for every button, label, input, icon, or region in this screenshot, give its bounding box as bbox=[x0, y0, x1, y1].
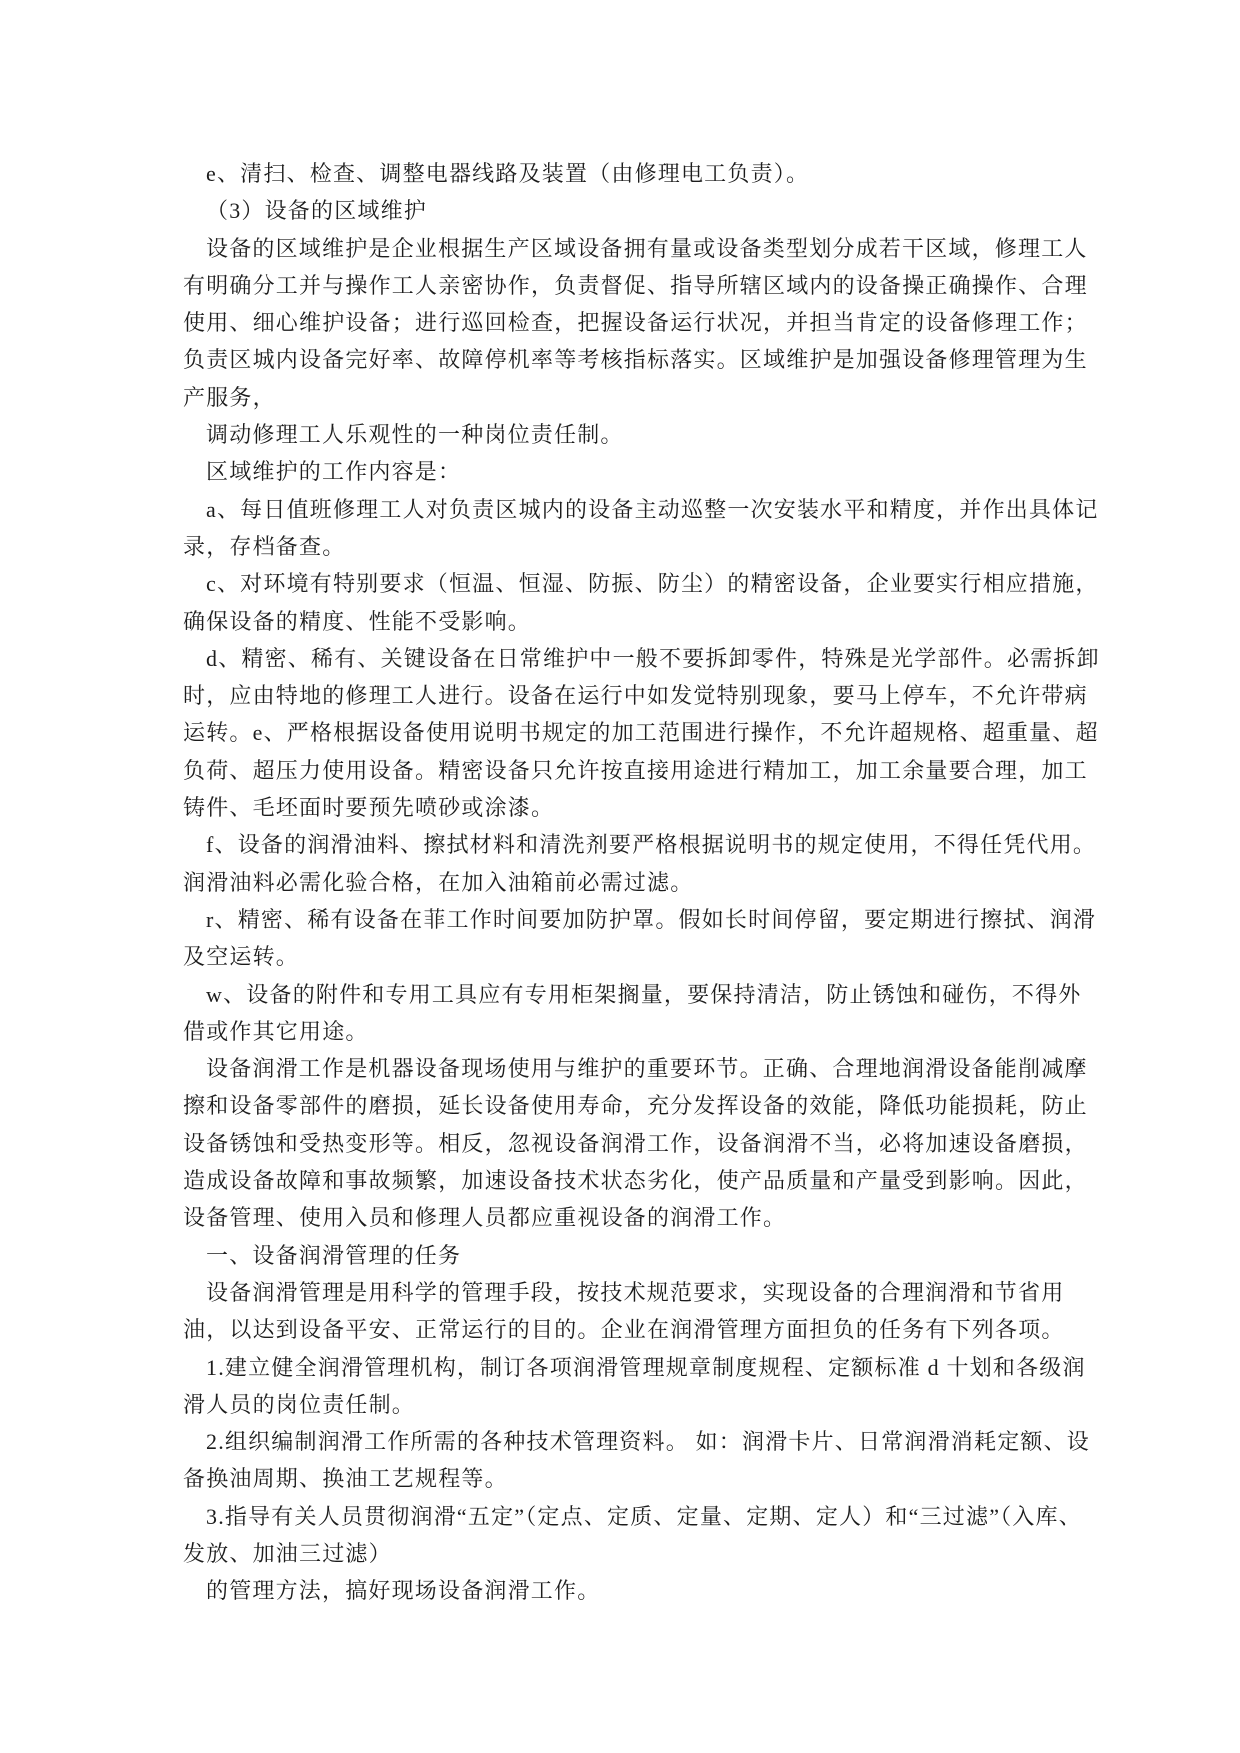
text-line: 润滑油料必需化验合格，在加入油箱前必需过滤。 bbox=[183, 869, 694, 895]
text-line: 确保设备的精度、性能不受影响。 bbox=[183, 608, 532, 634]
text-line: 备换油周期、换油工艺规程等。 bbox=[183, 1466, 508, 1492]
text-line: （3）设备的区域维护 bbox=[206, 198, 428, 224]
text-line: 及空运转。 bbox=[183, 944, 300, 970]
text-line: 负责区城内设备完好率、故障停机率等考核指标落实。区域维护是加强设备修理管理为生 bbox=[183, 347, 1088, 373]
text-line: 区域维护的工作内容是： bbox=[206, 459, 462, 485]
text-line: 录，存档备查。 bbox=[183, 533, 346, 559]
text-line: f、设备的润滑油料、擦拭材料和清洗剂要严格根据说明书的规定使用，不得任凭代用。 bbox=[206, 832, 1097, 858]
text-line: 油，以达到设备平安、正常运行的目的。企业在润滑管理方面担负的任务有下列各项。 bbox=[183, 1317, 1065, 1343]
text-line: 设备润滑管理是用科学的管理手段，按技术规范要求，实现设备的合理润滑和节省用 bbox=[206, 1279, 1065, 1305]
text-line: 2.组织编制润滑工作所需的各种技术管理资料。 如：润滑卡片、日常润滑消耗定额、设 bbox=[206, 1429, 1091, 1455]
text-line: r、精密、稀有设备在菲工作时间要加防护罩。假如长时间停留，要定期进行擦拭、润滑 bbox=[206, 906, 1097, 932]
text-line: 发放、加油三过滤） bbox=[183, 1540, 392, 1566]
text-line: 铸件、毛坯面时要预先喷砂或涂漆。 bbox=[183, 795, 555, 821]
text-line: w、设备的附件和专用工具应有专用柜架搁量，要保持清洁，防止锈蚀和碰伤，不得外 bbox=[206, 981, 1082, 1007]
text-line: 调动修理工人乐观性的一种岗位责任制。 bbox=[206, 422, 624, 448]
text-line: e、清扫、检查、调整电器线路及装置（由修理电工负责）。 bbox=[206, 161, 810, 186]
text-line: a、每日值班修理工人对负责区城内的设备主动巡整一次安装水平和精度，并作出具体记 bbox=[206, 496, 1099, 522]
document-text-block bbox=[183, 155, 1100, 1610]
text-line: 设备润滑工作是机器设备现场使用与维护的重要环节。正确、合理地润滑设备能削减摩 bbox=[206, 1056, 1088, 1082]
text-line: 造成设备故障和事故频繁，加速设备技术状态劣化，使产品质量和产量受到影响。因此， bbox=[183, 1168, 1088, 1194]
text-line: 借或作其它用途。 bbox=[183, 1018, 369, 1044]
text-line: 的管理方法，搞好现场设备润滑工作。 bbox=[206, 1578, 601, 1604]
text-line: 时，应由特地的修理工人进行。设备在运行中如发觉特别现象，要马上停车，不允许带病 bbox=[183, 683, 1088, 709]
text-line: 负荷、超压力使用设备。精密设备只允许按直接用途进行精加工，加工余量要合理，加工 bbox=[183, 757, 1088, 783]
text-line: 一、设备润滑管理的任务 bbox=[206, 1242, 462, 1268]
text-line: 设备的区域维护是企业根据生产区域设备拥有量或设备类型划分成若干区域，修理工人 bbox=[206, 235, 1088, 261]
text-line: 擦和设备零部件的磨损，延长设备使用寿命，充分发挥设备的效能，降低功能损耗，防止 bbox=[183, 1093, 1088, 1119]
text-line: 产服务， bbox=[183, 384, 276, 410]
text-line: 1.建立健全润滑管理机构，制订各项润滑管理规章制度规程、定额标准 d 十划和各级润 bbox=[206, 1354, 1086, 1380]
text-line: 设备管理、使用入员和修理人员都应重视设备的润滑工作。 bbox=[183, 1205, 787, 1231]
text-line: 设备锈蚀和受热变形等。相反，忽视设备润滑工作，设备润滑不当，必将加速设备磨损， bbox=[183, 1130, 1088, 1156]
text-line: 使用、细心维护设备；进行巡回检查，把握设备运行状况，并担当肯定的设备修理工作； bbox=[183, 310, 1088, 336]
text-line: c、对环境有特别要求（恒温、恒湿、防振、防尘）的精密设备，企业要实行相应措施， bbox=[206, 571, 1099, 597]
text-line: 3.指导有关人员贯彻润滑“五定”（定点、定质、定量、定期、定人）和“三过滤”（入库、 bbox=[206, 1503, 1082, 1529]
text-line: 滑人员的岗位责任制。 bbox=[183, 1391, 416, 1417]
text-line: 运转。e、严格根据设备使用说明书规定的加工范围进行操作，不允许超规格、超重量、超 bbox=[183, 720, 1099, 746]
text-line: d、精密、稀有、关键设备在日常维护中一般不要拆卸零件，特殊是光学部件。必需拆卸 bbox=[206, 645, 1100, 671]
text-line: 有明确分工并与操作工人亲密协作，负责督促、指导所辖区域内的设备操正确操作、合理 bbox=[183, 272, 1088, 298]
